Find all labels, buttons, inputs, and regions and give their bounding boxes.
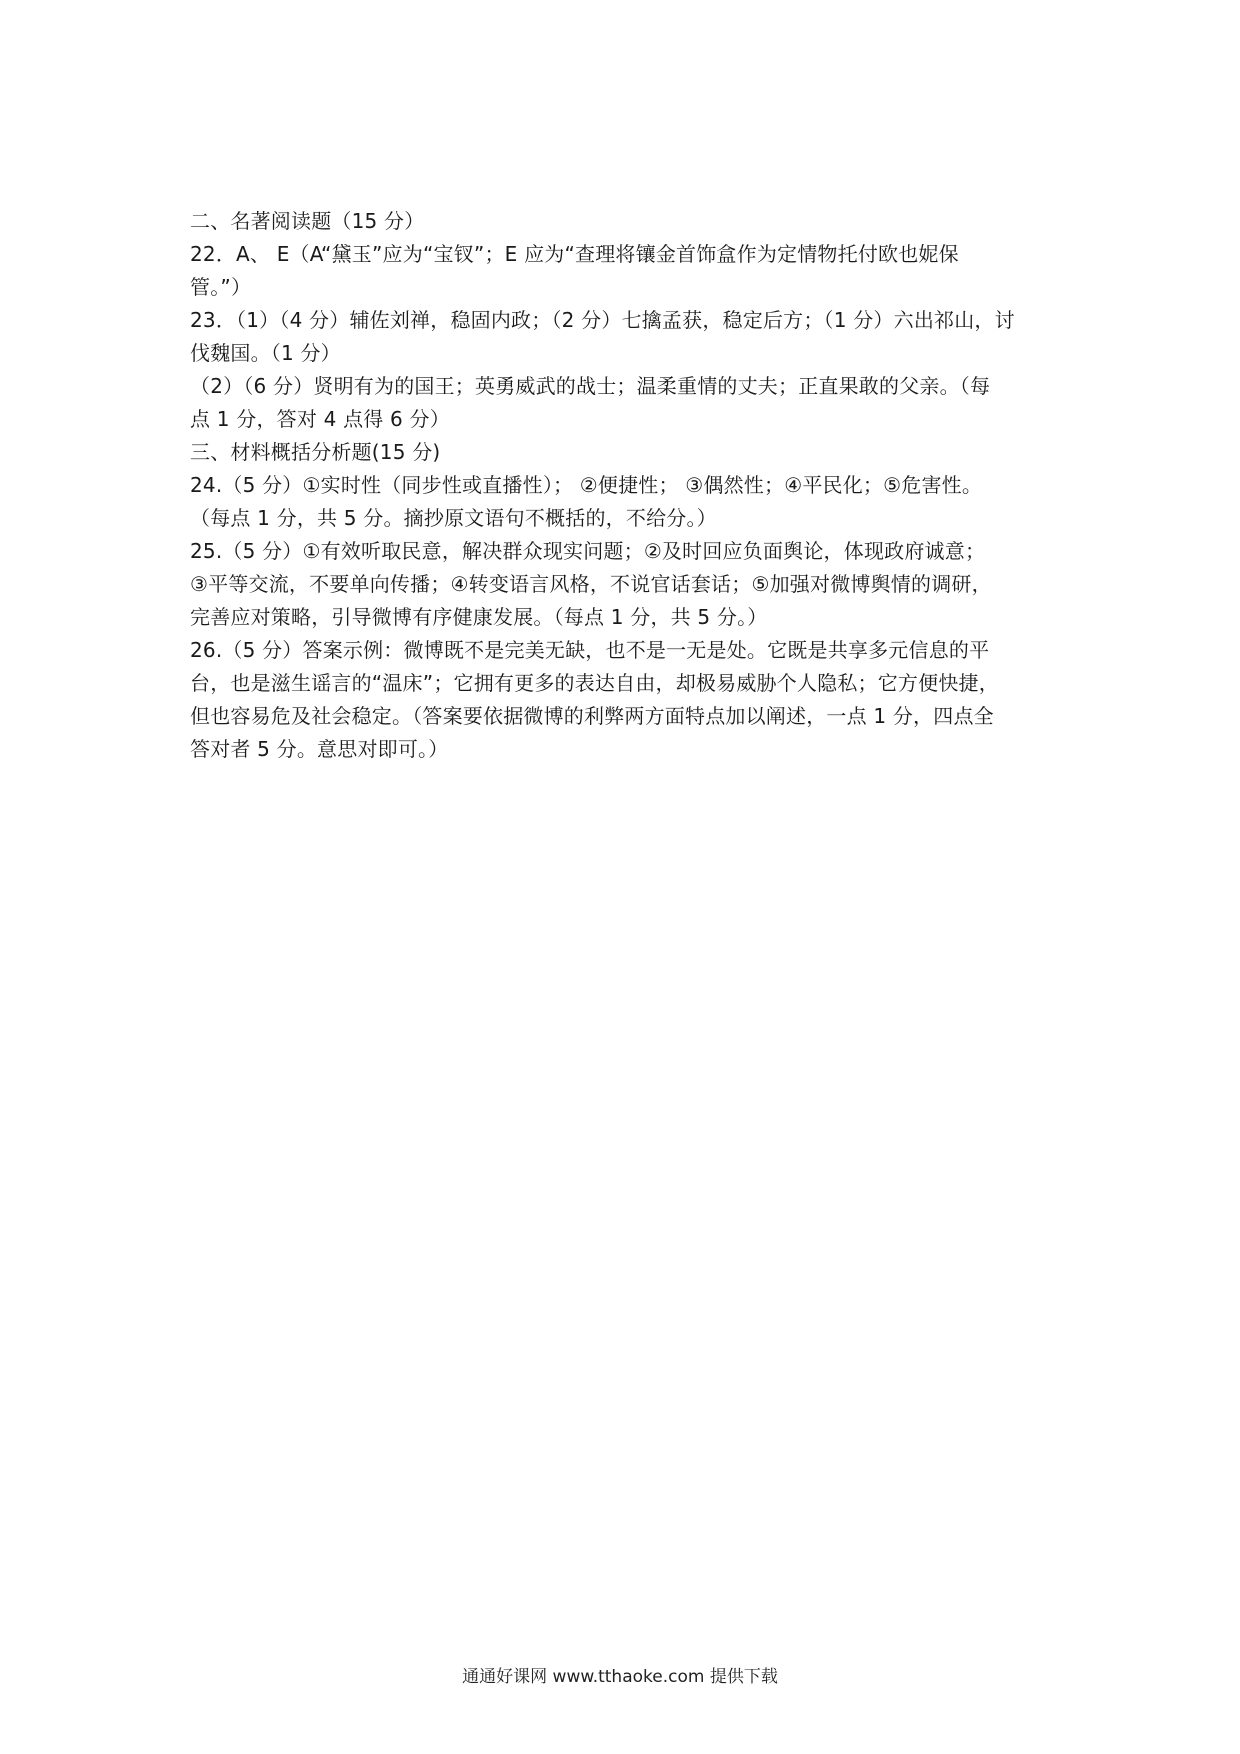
answer-key-content [190, 205, 1060, 766]
answer-23-line-2: 伐魏国。（1 分） [190, 341, 341, 365]
section-heading-classics-reading: 二、名著阅读题（15 分） [190, 209, 425, 233]
answer-25-line-3: 完善应对策略，引导微博有序健康发展。（每点 1 分，共 5 分。） [190, 605, 768, 629]
answer-26-line-2: 台，也是滋生谣言的“温床”；它拥有更多的表达自由，却极易威胁个人隐私；它方便快捷， [190, 671, 999, 695]
answer-23-line-1: 23．（1）（4 分）辅佐刘禅，稳固内政；（2 分）七擒孟获，稳定后方；（1 分）六出祁山，讨 [190, 308, 1015, 332]
page-footer-source: 通通好课网 www.tthaoke.com 提供下载 [462, 1667, 778, 1687]
answer-24-line-2: （每点 1 分，共 5 分。摘抄原文语句不概括的，不给分。） [190, 506, 717, 530]
answer-25-line-2: ③平等交流，不要单向传播；④转变语言风格，不说官话套话；⑤加强对微博舆情的调研， [190, 572, 992, 596]
answer-23-part2-line-2: 点 1 分，答对 4 点得 6 分） [190, 407, 450, 431]
answer-22-line-1: 22．A、 E（A“黛玉”应为“宝钗”；E 应为“查理将镶金首饰盒作为定情物托付欧也妮保 [190, 242, 959, 266]
answer-24-line-1: 24.（5 分）①实时性（同步性或直播性）； ②便捷性； ③偶然性；④平民化；⑤危害性。 [190, 473, 983, 497]
answer-23-part2-line-1: （2）（6 分）贤明有为的国王；英勇威武的战士；温柔重情的丈夫；正直果敢的父亲。（每 [190, 374, 991, 398]
answer-22-line-2: 管。”） [190, 275, 252, 299]
answer-26-line-3: 但也容易危及社会稳定。（答案要依据微博的利弊两方面特点加以阐述，一点 1 分，四点全 [190, 704, 994, 728]
answer-26-line-1: 26.（5 分）答案示例：微博既不是完美无缺，也不是一无是处。它既是共享多元信息的平 [190, 638, 990, 662]
section-heading-material-analysis: 三、材料概括分析题(15 分) [190, 440, 441, 464]
answer-26-line-4: 答对者 5 分。意思对即可。） [190, 737, 449, 761]
answer-25-line-1: 25.（5 分）①有效听取民意，解决群众现实问题；②及时回应负面舆论，体现政府诚意； [190, 539, 986, 563]
